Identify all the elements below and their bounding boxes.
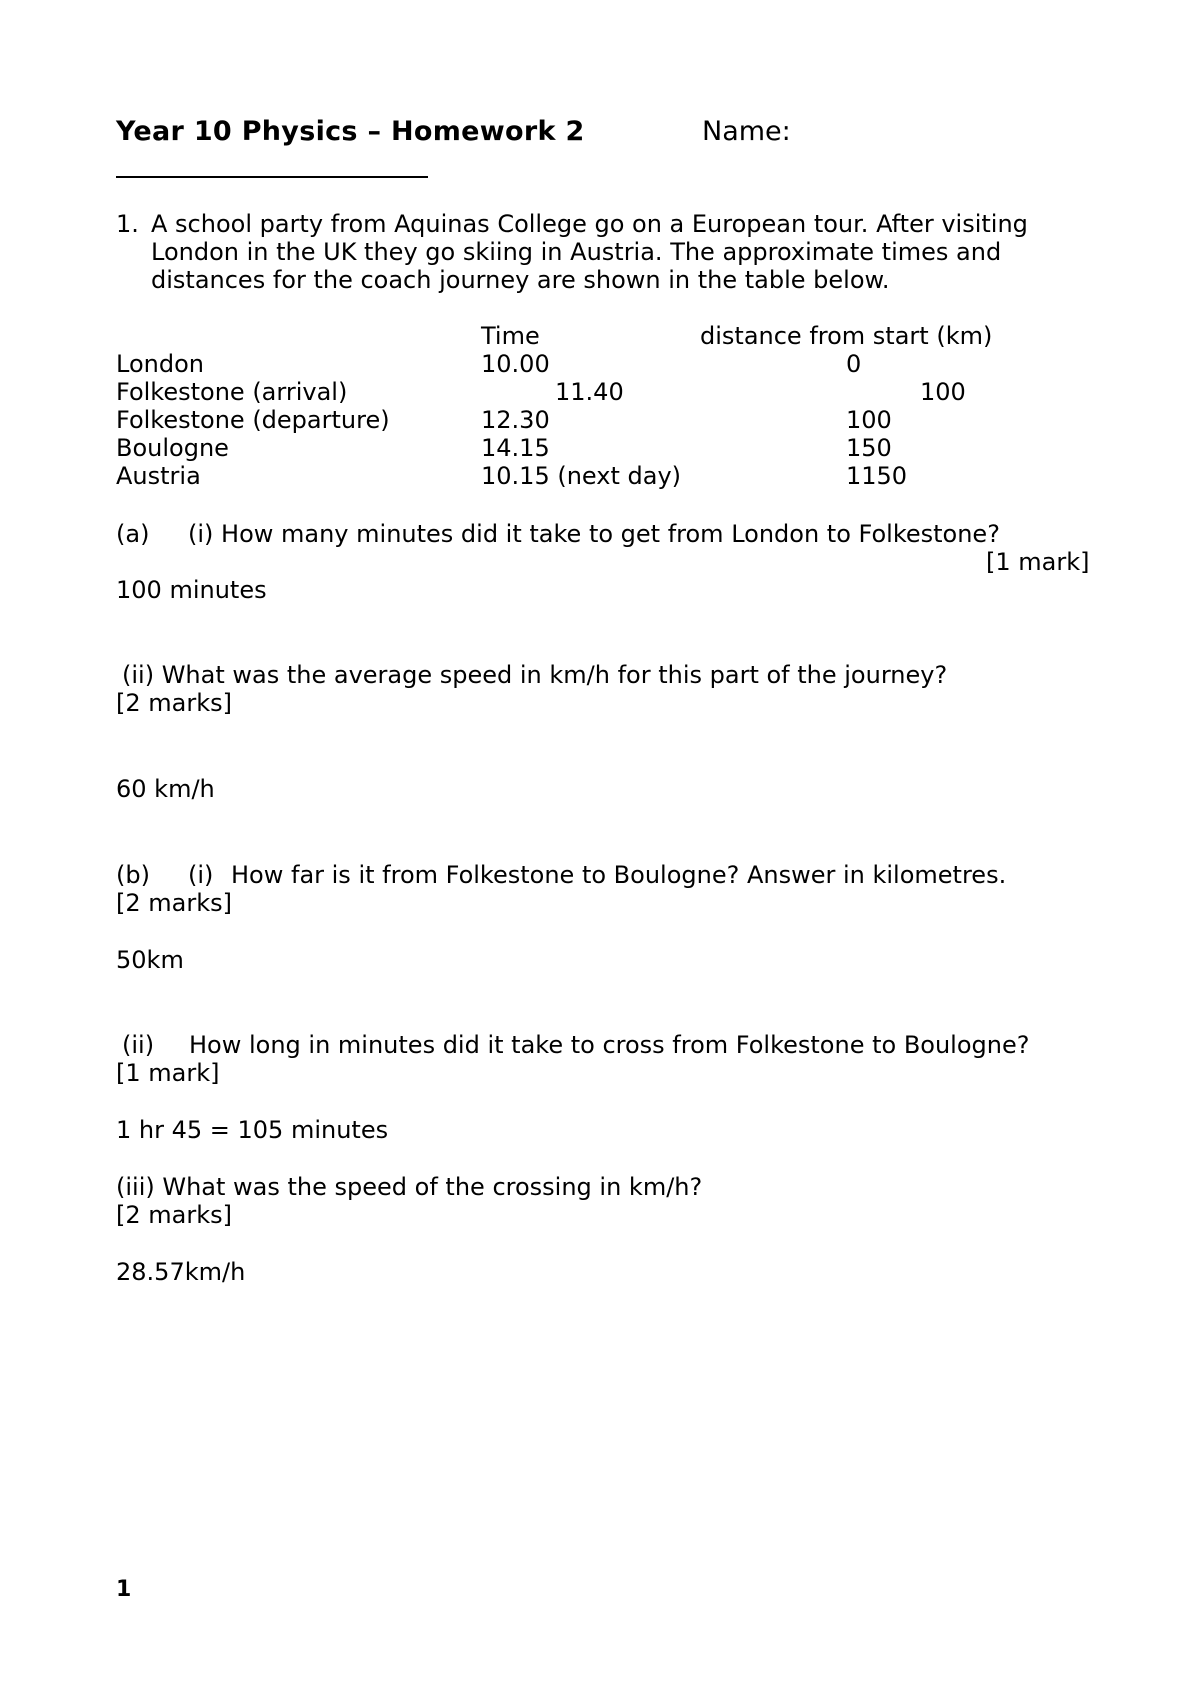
table-cell-place: Austria [116, 462, 201, 490]
part-b-iii-question: (iii) What was the speed of the crossing in km/h? [116, 1173, 703, 1201]
table-cell-place: Boulogne [116, 434, 229, 462]
table-cell-time: 12.30 [481, 406, 550, 434]
part-b-iii-answer: 28.57km/h [116, 1258, 246, 1286]
part-b-i-answer: 50km [116, 946, 184, 974]
page-number: 1 [116, 1577, 132, 1602]
part-b-ii-question: How long in minutes did it take to cross from Folkestone to Boulogne? [189, 1031, 1030, 1059]
intro-line-3: distances for the coach journey are shown in the table below. [151, 266, 890, 294]
page-title: Year 10 Physics – Homework 2 [116, 116, 585, 147]
table-cell-time: 10.00 [481, 350, 550, 378]
name-label: Name: [702, 116, 791, 147]
intro-line-1: A school party from Aquinas College go on a European tour. After visiting [151, 210, 1028, 238]
table-cell-time: 14.15 [481, 434, 550, 462]
part-a-i-answer: 100 minutes [116, 576, 267, 604]
table-header-distance: distance from start (km) [700, 322, 993, 350]
part-b-ii-marks: [1 mark] [116, 1059, 220, 1087]
part-b-ii-label: (ii) [122, 1031, 155, 1059]
part-a-label: (a) [116, 520, 150, 548]
part-b-i-question: How far is it from Folkestone to Boulogne? Answer in kilometres. [231, 861, 1007, 889]
table-header-time: Time [481, 322, 540, 350]
question-number: 1. [116, 210, 139, 238]
part-a-ii-answer: 60 km/h [116, 775, 215, 803]
table-cell-place: London [116, 350, 204, 378]
table-cell-place: Folkestone (arrival) [116, 378, 348, 406]
table-cell-distance: 100 [846, 406, 892, 434]
table-cell-time: 11.40 [555, 378, 624, 406]
part-b-iii-marks: [2 marks] [116, 1201, 232, 1229]
table-cell-distance: 100 [920, 378, 966, 406]
table-cell-distance: 0 [846, 350, 862, 378]
table-cell-place: Folkestone (departure) [116, 406, 390, 434]
part-b-ii-answer: 1 hr 45 = 105 minutes [116, 1116, 389, 1144]
part-b-label: (b) [116, 861, 150, 889]
intro-line-2: London in the UK they go skiing in Austria. The approximate times and [151, 238, 1002, 266]
part-a-i-marks: [1 mark] [986, 548, 1090, 576]
name-answer-line [116, 176, 428, 178]
table-cell-time: 10.15 (next day) [481, 462, 682, 490]
part-b-i-marks: [2 marks] [116, 889, 232, 917]
table-cell-distance: 1150 [846, 462, 908, 490]
part-a-i-question: (i) How many minutes did it take to get from London to Folkestone? [188, 520, 1000, 548]
part-b-i-label: (i) [188, 861, 214, 889]
part-a-ii-question: (ii) What was the average speed in km/h for this part of the journey? [122, 661, 948, 689]
part-a-ii-marks: [2 marks] [116, 689, 232, 717]
table-cell-distance: 150 [846, 434, 892, 462]
